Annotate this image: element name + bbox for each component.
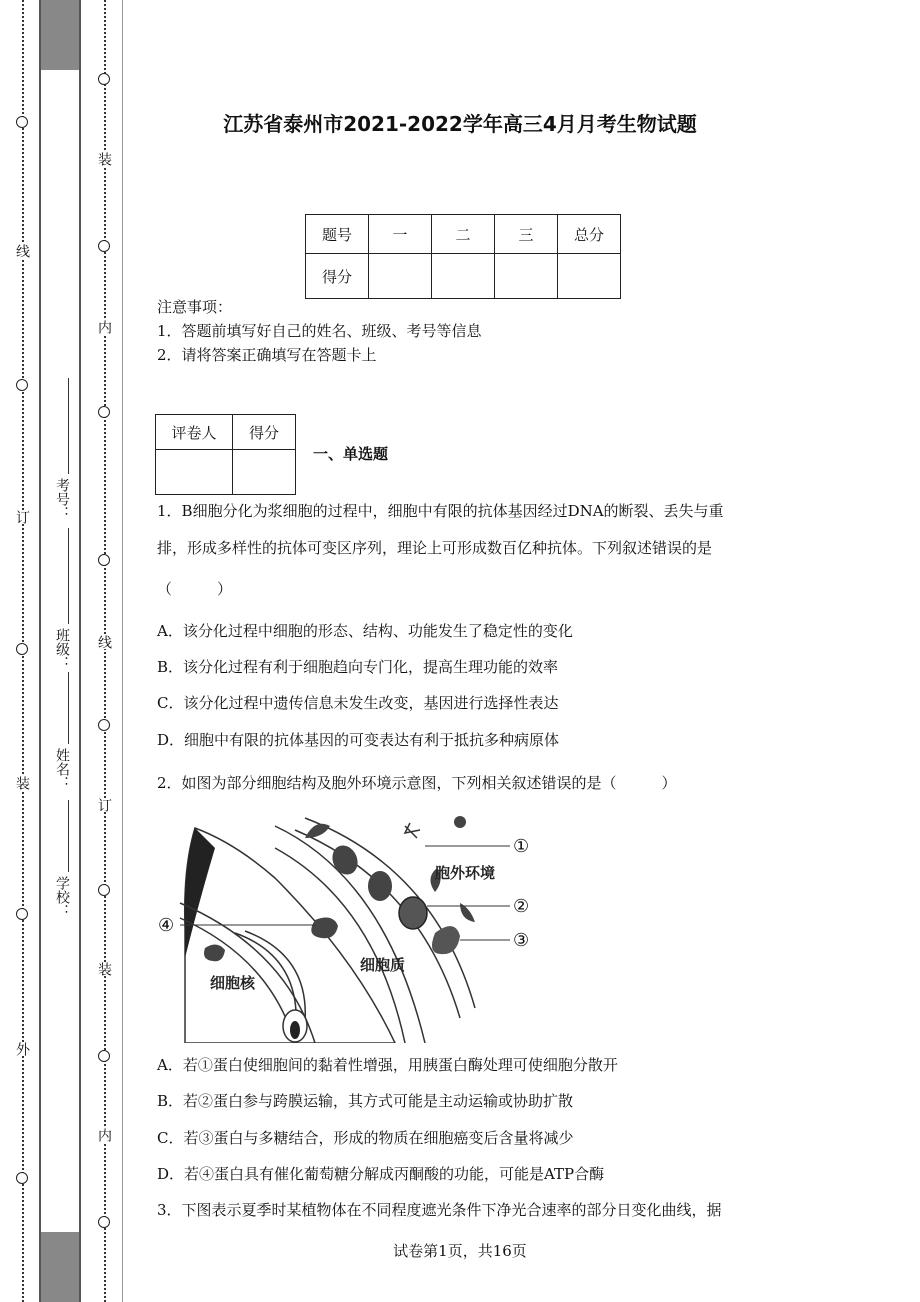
- label-3: ③: [513, 930, 530, 951]
- margin-label: 订: [14, 510, 30, 524]
- note-item: 1．答题前填写好自己的姓名、班级、考号等信息: [157, 322, 482, 340]
- question-1-option-b[interactable]: B．该分化过程有利于细胞趋向专门化，提高生理功能的效率: [157, 658, 559, 676]
- grader-cell[interactable]: [233, 450, 296, 495]
- class-field[interactable]: [68, 528, 69, 624]
- class-field-label: 班级：: [54, 628, 70, 670]
- score-table: [305, 214, 621, 299]
- question-2-option-a[interactable]: A．若①蛋白使细胞间的黏着性增强，用胰蛋白酶处理可使细胞分散开: [157, 1056, 618, 1074]
- score-cell[interactable]: [432, 254, 495, 299]
- margin-label: 装: [14, 776, 30, 790]
- grader-table: [155, 414, 296, 495]
- grader-header: 得分: [233, 415, 296, 450]
- question-2-line: 2．如图为部分细胞结构及胞外环境示意图，下列相关叙述错误的是（ ）: [157, 774, 677, 792]
- score-header-cell: 一: [369, 215, 432, 254]
- question-2-option-b[interactable]: B．若②蛋白参与跨膜运输，其方式可能是主动运输或协助扩散: [157, 1092, 574, 1110]
- name-field[interactable]: [68, 672, 69, 744]
- question-3-line: 3．下图表示夏季时某植物体在不同程度遮光条件下净光合速率的部分日变化曲线，据: [157, 1201, 722, 1219]
- margin-label: 装: [96, 152, 112, 166]
- binding-circle: [98, 240, 110, 252]
- margin-label: 线: [14, 244, 30, 258]
- margin-label: 外: [14, 1042, 30, 1056]
- label-cytoplasm: 细胞质: [360, 956, 406, 974]
- label-2: ②: [513, 896, 530, 917]
- protein-2: [399, 897, 427, 929]
- grader-cell[interactable]: [156, 450, 233, 495]
- gutter-edge: [39, 0, 41, 1302]
- cell-structure-figure: [155, 808, 555, 1043]
- section-heading: 一、单选题: [313, 445, 389, 463]
- page-footer: 试卷第1页，共16页: [393, 1242, 527, 1260]
- score-cell[interactable]: [495, 254, 558, 299]
- binding-circle: [16, 379, 28, 391]
- binding-circle: [98, 406, 110, 418]
- score-header-cell: 总分: [558, 215, 621, 254]
- notes-heading: 注意事项：: [157, 298, 233, 316]
- label-4: ④: [158, 915, 175, 936]
- page-title: 江苏省泰州市2021-2022学年高三4月月考生物试题: [223, 112, 697, 136]
- binding-circle: [98, 1216, 110, 1228]
- binding-circle: [98, 1050, 110, 1062]
- question-1-option-a[interactable]: A．该分化过程中细胞的形态、结构、功能发生了稳定性的变化: [157, 622, 573, 640]
- school-field[interactable]: [68, 800, 69, 872]
- grader-header: 评卷人: [156, 415, 233, 450]
- label-extracellular: 胞外环境: [435, 864, 496, 882]
- question-2-option-d[interactable]: D．若④蛋白具有催化葡萄糖分解成丙酮酸的功能，可能是ATP合酶: [157, 1165, 605, 1183]
- score-cell[interactable]: [558, 254, 621, 299]
- gutter-bar: [41, 0, 79, 70]
- binding-circle: [16, 643, 28, 655]
- margin-label: 内: [96, 320, 112, 334]
- protein-4: [311, 918, 338, 939]
- receptor: [405, 823, 420, 838]
- question-1-line: 1．B细胞分化为浆细胞的过程中，细胞中有限的抗体基因经过DNA的断裂、丢失与重: [157, 502, 724, 520]
- binding-circle: [16, 1172, 28, 1184]
- protein-blob: [328, 841, 362, 878]
- score-header-cell: 三: [495, 215, 558, 254]
- gutter-edge: [122, 0, 123, 1302]
- exam-number-field-label: 考号：: [54, 478, 70, 520]
- score-cell[interactable]: [369, 254, 432, 299]
- protein-blob: [368, 871, 392, 901]
- binding-circle: [98, 554, 110, 566]
- label-nucleus: 细胞核: [210, 974, 256, 992]
- exam-number-field[interactable]: [68, 378, 69, 474]
- school-field-label: 学校：: [54, 876, 70, 918]
- binding-circle: [98, 884, 110, 896]
- protein-3: [432, 926, 460, 954]
- margin-label: 内: [96, 1128, 112, 1142]
- label-1: ①: [513, 836, 530, 857]
- score-header-cell: 二: [432, 215, 495, 254]
- note-item: 2．请将答案正确填写在答题卡上: [157, 346, 377, 364]
- margin-label: 线: [96, 635, 112, 649]
- binding-circle: [98, 719, 110, 731]
- question-1-option-d[interactable]: D．细胞中有限的抗体基因的可变表达有利于抵抗多种病原体: [157, 731, 560, 749]
- question-2-option-c[interactable]: C．若③蛋白与多糖结合，形成的物质在细胞癌变后含量将减少: [157, 1129, 574, 1147]
- margin-label: 订: [96, 798, 112, 812]
- score-header-cell: 题号: [306, 215, 369, 254]
- name-field-label: 姓名：: [54, 748, 70, 790]
- glycan-1: [305, 824, 330, 838]
- question-1-line: （ ）: [157, 580, 233, 598]
- question-1-option-c[interactable]: C．该分化过程中遗传信息未发生改变，基因进行选择性表达: [157, 694, 559, 712]
- binding-circle: [16, 908, 28, 920]
- score-row-label: 得分: [306, 254, 369, 299]
- signal-ball: [454, 816, 466, 828]
- inner-dotted-line: [104, 0, 106, 1302]
- question-1-line: 排，形成多样性的抗体可变区序列，理论上可形成数百亿种抗体。下列叙述错误的是: [157, 539, 713, 557]
- gutter-edge: [79, 0, 81, 1302]
- binding-circle: [98, 73, 110, 85]
- vesicle-core: [290, 1021, 300, 1039]
- margin-label: 装: [96, 962, 112, 976]
